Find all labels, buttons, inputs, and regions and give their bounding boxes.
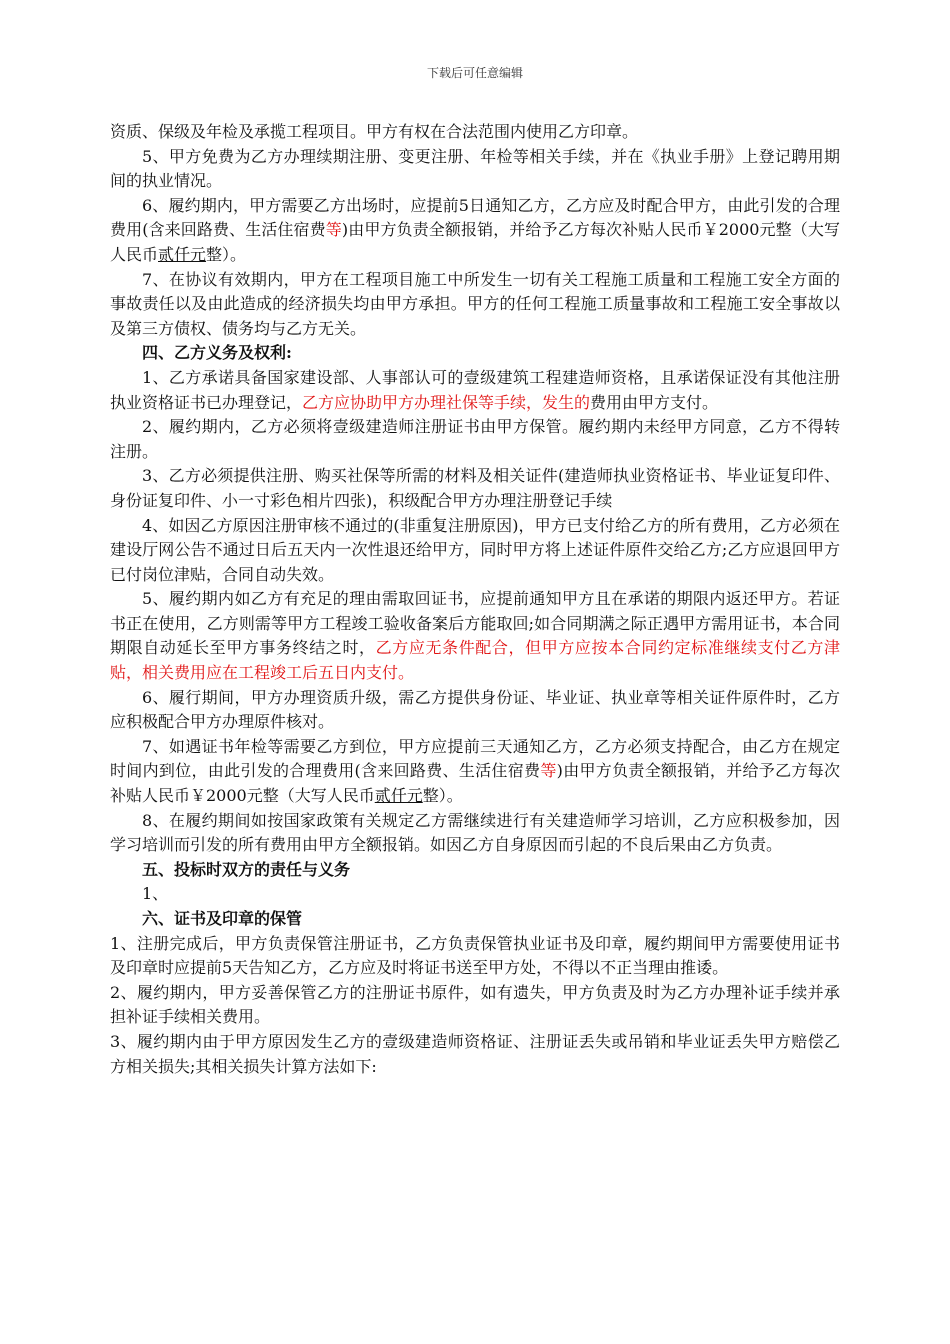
clause-4-1-red-text: 乙方应协助甲方办理社保等手续，发生的 [302, 392, 591, 412]
clause-6-2: 2、履约期内，甲方妥善保管乙方的注册证书原件，如有遗失，甲方负责及时为乙方办理补证手续并承担补证手续相关费用。 [110, 982, 840, 1027]
clause-6-1: 1、注册完成后，甲方负责保管注册证书，乙方负责保管执业证书及印章，履约期间甲方需要使用证书及印章时应提前5天告知乙方，乙方应及时将证书送至甲方处，不得以不正当理由推诿。 [110, 933, 840, 978]
clause-4-7 [110, 735, 840, 809]
clause-4-5-text-a: 5、履约期内如乙方有充足的理由需取回证书，应提前通知甲方且在承诺的期限内返还甲方。若证书正在使用，乙方则需等甲方工程竣工验收备案后方能取回;如合同期满之际正遇甲方需用证书，本合同期限自动延长至甲方事务终结之时， [110, 589, 840, 658]
clause-4-1 [110, 366, 840, 415]
clause-4-2: 2、履约期内，乙方必须将壹级建造师注册证书由甲方保管。履约期内未经甲方同意，乙方不得转注册。 [110, 417, 840, 461]
clause-4-1-text-b: 费用由甲方支付。 [590, 392, 719, 412]
clause-4-1-text-a: 1、乙方承诺具备国家建设部、人事部认可的壹级建筑工程建造师资格，且承诺保证没有其他注册执业资格证书已办理登记， [110, 367, 840, 412]
clause-4-3: 3、乙方必须提供注册、购买社保等所需的材料及相关证件(建造师执业资格证书、毕业证复印件、身份证复印件、小一寸彩色相片四张)，积级配合甲方办理注册登记手续 [110, 466, 840, 510]
page-header-note: 下载后可任意编辑 [426, 66, 523, 80]
section-6-heading: 六、证书及印章的保管 [142, 909, 303, 928]
clause-4-6: 6、履行期间，甲方办理资质升级，需乙方提供身份证、毕业证、执业章等相关证件原件时，乙方应积极配合甲方办理原件核对。 [110, 687, 840, 732]
clause-3-6-red-text: 等 [325, 220, 342, 240]
section-4-heading: 四、乙方义务及权利: [142, 343, 292, 363]
paragraph-continuation: 资质、保级及年检及承揽工程项目。甲方有权在合法范围内使用乙方印章。 [110, 122, 639, 141]
document-body [110, 120, 840, 1079]
clause-4-8: 8、在履约期间如按国家政策有关规定乙方需继续进行有关建造师学习培训，乙方应积极参加，因学习培训而引发的所有费用由甲方全额报销。如因乙方自身原因而引起的不良后果由乙方负责。 [110, 810, 840, 855]
clause-6-3: 3、履约期内由于甲方原因发生乙方的壹级建造师资格证、注册证丢失或吊销和毕业证丢失甲方赔偿乙方相关损失;其相关损失计算方法如下: [110, 1031, 840, 1076]
clause-4-4: 4、如因乙方原因注册审核不通过的(非重复注册原因)，甲方已支付给乙方的所有费用，乙方必须在建设厅网公告不通过日后五天内一次性退还给甲方，同时甲方将上述证件原件交给乙方;乙方应退回甲方已付岗位津贴，合同自动失效。 [110, 515, 840, 584]
clause-3-5: 5、甲方免费为乙方办理续期注册、变更注册、年检等相关手续，并在《执业手册》上登记聘用期间的执业情况。 [110, 146, 840, 191]
clause-4-7-red-text: 等 [540, 761, 557, 781]
clause-3-6-underlined-amount: 贰仟元 [158, 244, 207, 264]
clause-4-7-text-a: 7、如遇证书年检等需要乙方到位，甲方应提前三天通知乙方，乙方必须支持配合，由乙方在规定时间内到位，由此引发的合理费用(含来回路费、生活住宿费 [110, 736, 840, 781]
clause-4-5 [110, 587, 840, 685]
clause-4-7-text-b: )由甲方负责全额报销，并给予乙方每次补贴人民币￥2000元整（大写人民币 [110, 761, 840, 806]
clause-3-6 [110, 194, 840, 268]
clause-4-7-text-c: 整）。 [422, 786, 463, 806]
clause-3-6-text-b: )由甲方负责全额报销，并给予乙方每次补贴人民币￥2000元整（大写人民币 [110, 220, 840, 264]
clause-4-5-red-text: 乙方应无条件配合，但甲方应按本合同约定标准继续支付乙方津贴，相关费用应在工程竣工后五日内支付。 [110, 638, 840, 683]
section-5-heading: 五、投标时双方的责任与义务 [142, 859, 351, 879]
clause-3-6-text-c: 整）。 [206, 244, 247, 264]
clause-3-6-text-a: 6、履约期内，甲方需要乙方出场时，应提前5日通知乙方，乙方应及时配合甲方，由此引发的合理费用(含来回路费、生活住宿费 [110, 195, 840, 240]
clause-3-7: 7、在协议有效期内，甲方在工程项目施工中所发生一切有关工程施工质量和工程施工安全方面的事故责任以及由此造成的经济损失均由甲方承担。甲方的任何工程施工质量事故和工程施工安全事故以及第三方债权、债务均与乙方无关。 [110, 269, 840, 338]
clause-5-1: 1、 [142, 884, 169, 904]
clause-4-7-underlined-amount: 贰仟元 [374, 786, 423, 806]
